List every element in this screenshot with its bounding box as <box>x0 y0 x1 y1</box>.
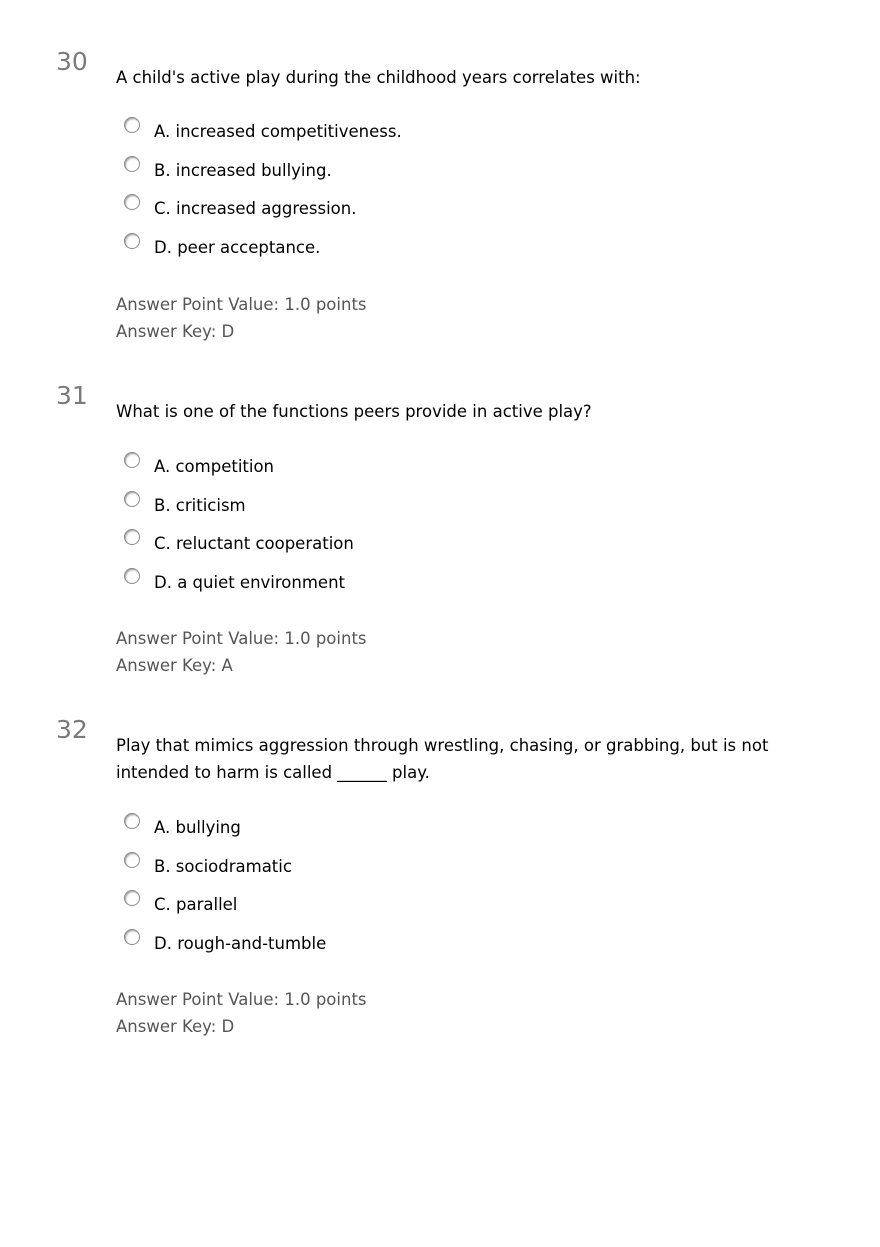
point-value: Answer Point Value: 1.0 points <box>116 295 367 314</box>
option-label[interactable]: C. increased aggression. <box>154 199 357 218</box>
radio-button[interactable] <box>124 491 140 507</box>
option-label[interactable]: B. sociodramatic <box>154 856 292 876</box>
radio-button[interactable] <box>124 568 140 584</box>
option-label[interactable]: C. parallel <box>154 895 238 914</box>
radio-button[interactable] <box>124 233 140 249</box>
option-label[interactable]: D. a quiet environment <box>154 572 346 592</box>
option-label[interactable]: B. criticism <box>154 495 246 515</box>
point-value: Answer Point Value: 1.0 points <box>116 629 367 648</box>
radio-button[interactable] <box>124 194 140 210</box>
question-number: 31 <box>56 381 88 410</box>
question-text: Play that mimics aggression through wrestling, chasing, or grabbing, but is not intended to harm is called ______ play. <box>116 736 769 782</box>
option-label[interactable]: D. peer acceptance. <box>154 237 321 257</box>
option-label[interactable]: A. increased competitiveness. <box>154 122 402 141</box>
option-label[interactable]: B. increased bullying. <box>154 160 332 180</box>
option-label[interactable]: A. bullying <box>154 818 241 837</box>
radio-button[interactable] <box>124 156 140 172</box>
question-number: 32 <box>56 715 88 744</box>
radio-button[interactable] <box>124 452 140 468</box>
radio-button[interactable] <box>124 117 140 133</box>
option-label[interactable]: A. competition <box>154 457 275 476</box>
radio-button[interactable] <box>124 529 140 545</box>
radio-button[interactable] <box>124 852 140 868</box>
answer-key: Answer Key: D <box>116 322 235 341</box>
radio-button[interactable] <box>124 890 140 906</box>
question-text: What is one of the functions peers provide in active play? <box>116 402 592 421</box>
option-label[interactable]: D. rough-and-tumble <box>154 933 327 953</box>
option-label[interactable]: C. reluctant cooperation <box>154 534 354 553</box>
question-text: A child's active play during the childhood years correlates with: <box>116 68 641 87</box>
radio-button[interactable] <box>124 813 140 829</box>
question-number: 30 <box>56 47 88 76</box>
radio-button[interactable] <box>124 929 140 945</box>
answer-key: Answer Key: A <box>116 656 233 675</box>
point-value: Answer Point Value: 1.0 points <box>116 990 367 1009</box>
answer-key: Answer Key: D <box>116 1017 235 1036</box>
